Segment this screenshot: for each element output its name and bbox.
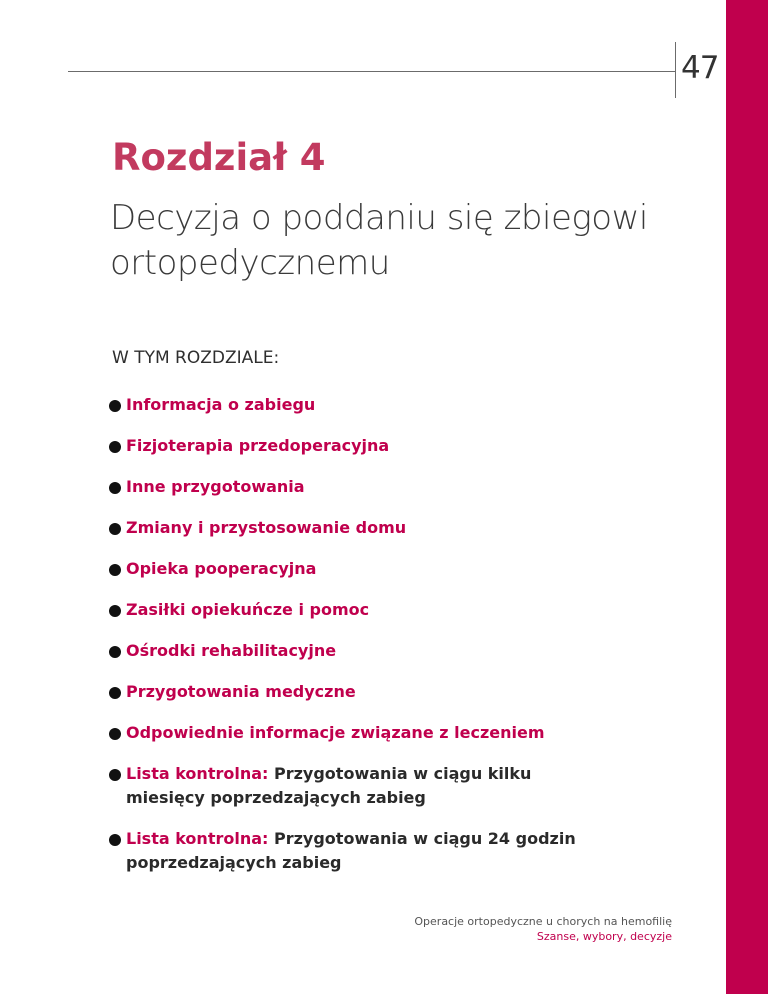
footer (414, 914, 672, 944)
bullet-icon (109, 482, 121, 494)
bullet-icon (109, 728, 121, 740)
list-item (109, 557, 709, 581)
checklist-label: Lista kontrolna: (126, 764, 269, 783)
topic-label: Opieka pooperacyjna (126, 559, 317, 578)
checklist-text: Przygotowania w ciągu kilku miesięcy poprzedzających zabieg (126, 764, 532, 807)
topic-label: Inne przygotowania (126, 477, 305, 496)
list-item (109, 680, 709, 704)
bullet-icon (109, 441, 121, 453)
list-item (109, 721, 709, 745)
footer-subtitle: Szanse, wybory, decyzje (536, 930, 672, 943)
topic-label: Fizjoterapia przedoperacyjna (126, 436, 390, 455)
checklist-text: Przygotowania w ciągu 24 godzin poprzedzających zabieg (126, 829, 576, 872)
list-item (109, 516, 709, 540)
header-rule (68, 71, 675, 72)
bullet-icon (109, 834, 121, 846)
list-item (109, 762, 596, 810)
chapter-title: Decyzja o poddaniu się zbiegowi ortopedycznemu (110, 198, 648, 283)
bullet-icon (109, 523, 121, 535)
list-item (109, 598, 709, 622)
bullet-icon (109, 687, 121, 699)
topic-label: Ośrodki rehabilitacyjne (126, 641, 337, 660)
topic-list (109, 393, 709, 875)
topic-label: Zmiany i przystosowanie domu (126, 518, 407, 537)
topic-label: Przygotowania medyczne (126, 682, 356, 701)
bullet-icon (109, 769, 121, 781)
bullet-icon (109, 646, 121, 658)
topic-label: Zasiłki opiekuńcze i pomoc (126, 600, 370, 619)
footer-title: Operacje ortopedyczne u chorych na hemofilię (414, 915, 672, 928)
chapter-label: Rozdział 4 (112, 136, 326, 179)
page-number-divider (675, 42, 676, 98)
side-color-bar (726, 0, 768, 994)
section-heading: W TYM ROZDZIALE: (112, 348, 280, 368)
list-item (109, 475, 709, 499)
bullet-icon (109, 605, 121, 617)
topic-label: Odpowiednie informacje związane z leczeniem (126, 723, 545, 742)
list-item (109, 639, 709, 663)
list-item (109, 434, 709, 458)
checklist-label: Lista kontrolna: (126, 829, 269, 848)
page-number: 47 (681, 50, 719, 86)
bullet-icon (109, 564, 121, 576)
topic-label: Informacja o zabiegu (126, 395, 316, 414)
list-item (109, 393, 709, 417)
bullet-icon (109, 400, 121, 412)
list-item (109, 827, 626, 875)
